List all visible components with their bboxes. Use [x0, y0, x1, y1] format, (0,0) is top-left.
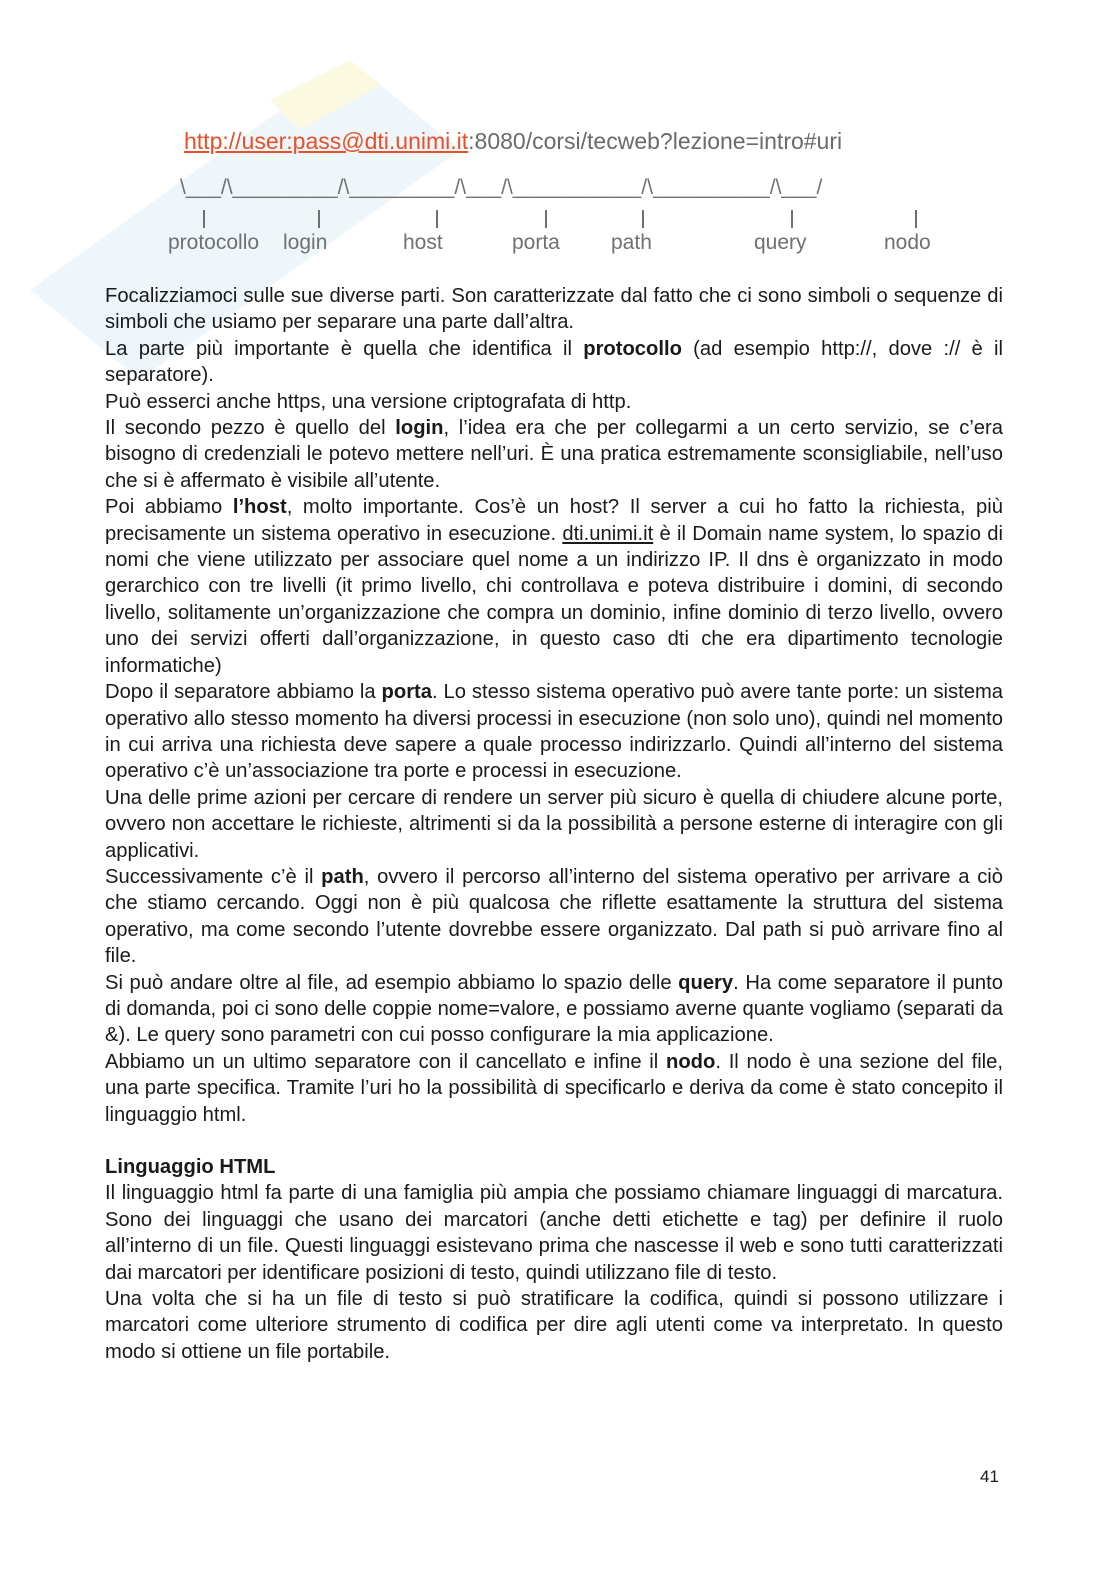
term-host: l’host: [232, 496, 287, 519]
label-query: query: [754, 231, 807, 254]
tick-login: [318, 210, 320, 228]
uri-link-part: http://user:pass@dti.unimi.it: [184, 128, 469, 154]
label-host: host: [403, 231, 443, 254]
term-path: path: [321, 865, 364, 888]
uri-example: [184, 128, 842, 155]
paragraph-login: Il secondo pezzo è quello del login, l’idea era che per collegarmi a un certo servizio, se c’era bisogno di credenziali le potevo mettere nell’uri. È una pratica estremamente sconsigliabile, nell’uso che si è affermato è visibile all’utente.: [105, 417, 1003, 492]
term-porta: porta: [381, 681, 432, 704]
term-query: query: [678, 971, 734, 994]
tick-host: [436, 210, 438, 228]
paragraph: Una volta che si ha un file di testo si può stratificare la codifica, quindi si possono utilizzare i marcatori come ulteriore strumento di codifica per dire agli utenti come va interpretato. In questo modo si ottiene un file portabile.: [105, 1288, 1003, 1363]
label-protocollo: protocollo: [168, 231, 260, 254]
tick-protocollo: [203, 210, 205, 228]
label-path: path: [611, 231, 652, 254]
paragraph-host: Poi abbiamo l’host, molto importante. Cos’è un host? Il server a cui ho fatto la richiesta, più precisamente un sistema operativo in esecuzione. dti.unimi.it è il Domain name system, lo spazio di nomi che viene utilizzato per associare quel nome a un indirizzo IP. Il dns è organizzato in modo gerarchico con tre livelli (it primo livello, chi controllava e poteva distribuire i domini, di secondo livello, solitamente un’organizzazione che compra un dominio, infine dominio di terzo livello, ovvero uno dei servizi offerti dall’organizzazione, in questo caso dti che era dipartimento tecnologie informatiche): [105, 496, 1003, 677]
paragraph-porta: Dopo il separatore abbiamo la porta. Lo stesso sistema operativo può avere tante porte: un sistema operativo allo stesso momento ha diversi processi in esecuzione (non solo uno), quindi nel momento in cui arriva una richiesta deve sapere a quale processo indirizzarlo. Quindi all’interno del sistema operativo c’è un’associazione tra porte e processi in esecuzione.: [105, 681, 1003, 783]
paragraph-query: Si può andare oltre al file, ad esempio abbiamo lo spazio delle query. Ha come separatore il punto di domanda, poi ci sono delle coppie nome=valore, e possiamo averne quante vogliamo (separati da &). Le query sono parametri con cui posso configurare la mia applicazione.: [105, 971, 1003, 1047]
paragraph-protocollo: La parte più importante è quella che identifica il protocollo (ad esempio http://, dove :// è il separatore).: [105, 337, 1003, 387]
uri-rest-part: :8080/corsi/tecweb?lezione=intro#uri: [468, 128, 843, 154]
label-login: login: [283, 231, 328, 254]
term-login: login: [395, 417, 444, 440]
label-nodo: nodo: [884, 231, 931, 254]
uri-bracket-line: \___/\_________/\_________/\___/\___________/\__________/\___/: [180, 176, 823, 199]
document-body: [105, 283, 1003, 1365]
term-nodo: nodo: [666, 1050, 716, 1073]
paragraph: Una delle prime azioni per cercare di rendere un server più sicuro è quella di chiudere alcune porte, ovvero non accettare le richieste, altrimenti si da la possibilità a persone esterne di interagire con gli applicativi.: [105, 786, 1003, 862]
tick-porta: [545, 210, 547, 228]
paragraph: Il linguaggio html fa parte di una famiglia più ampia che possiamo chiamare linguaggi di marcatura. Sono dei linguaggi che usano dei marcatori (anche detti etichette e tag) per definire il ruolo all’interno di un file. Questi linguaggi esistevano prima che nascesse il web e sono tutti caratterizzati dai marcatori per identificare posizioni di testo, quindi utilizzano file di testo.: [105, 1182, 1003, 1284]
uri-diagram: [150, 118, 970, 268]
tick-query: [791, 210, 793, 228]
term-protocollo: protocollo: [583, 337, 682, 360]
paragraph-path: Successivamente c’è il path, ovvero il percorso all’interno del sistema operativo per arrivare a ciò che stiamo cercando. Oggi non è più qualcosa che riflette esattamente la struttura del sistema operativo, ma come secondo l’utente dovrebbe essere organizzato. Dal path si può arrivare fino al file.: [105, 865, 1004, 968]
tick-path: [642, 210, 644, 228]
paragraph-nodo: Abbiamo un un ultimo separatore con il cancellato e infine il nodo. Il nodo è una sezione del file, una parte specifica. Tramite l’uri ho la possibilità di specificarlo e deriva da come è stato concepito il linguaggio html.: [105, 1050, 1004, 1126]
paragraph: Focalizziamoci sulle sue diverse parti. Son caratterizzate dal fatto che ci sono simboli o sequenze di simboli che usiamo per separare una parte dall’altra.: [105, 285, 1003, 334]
label-porta: porta: [512, 231, 560, 254]
tick-nodo: [915, 210, 917, 228]
section-heading: Linguaggio HTML: [105, 1156, 276, 1178]
paragraph: Può esserci anche https, una versione criptografata di http.: [105, 390, 632, 413]
domain-link[interactable]: dti.unimi.it: [562, 522, 654, 545]
page-number: 41: [980, 1467, 999, 1486]
